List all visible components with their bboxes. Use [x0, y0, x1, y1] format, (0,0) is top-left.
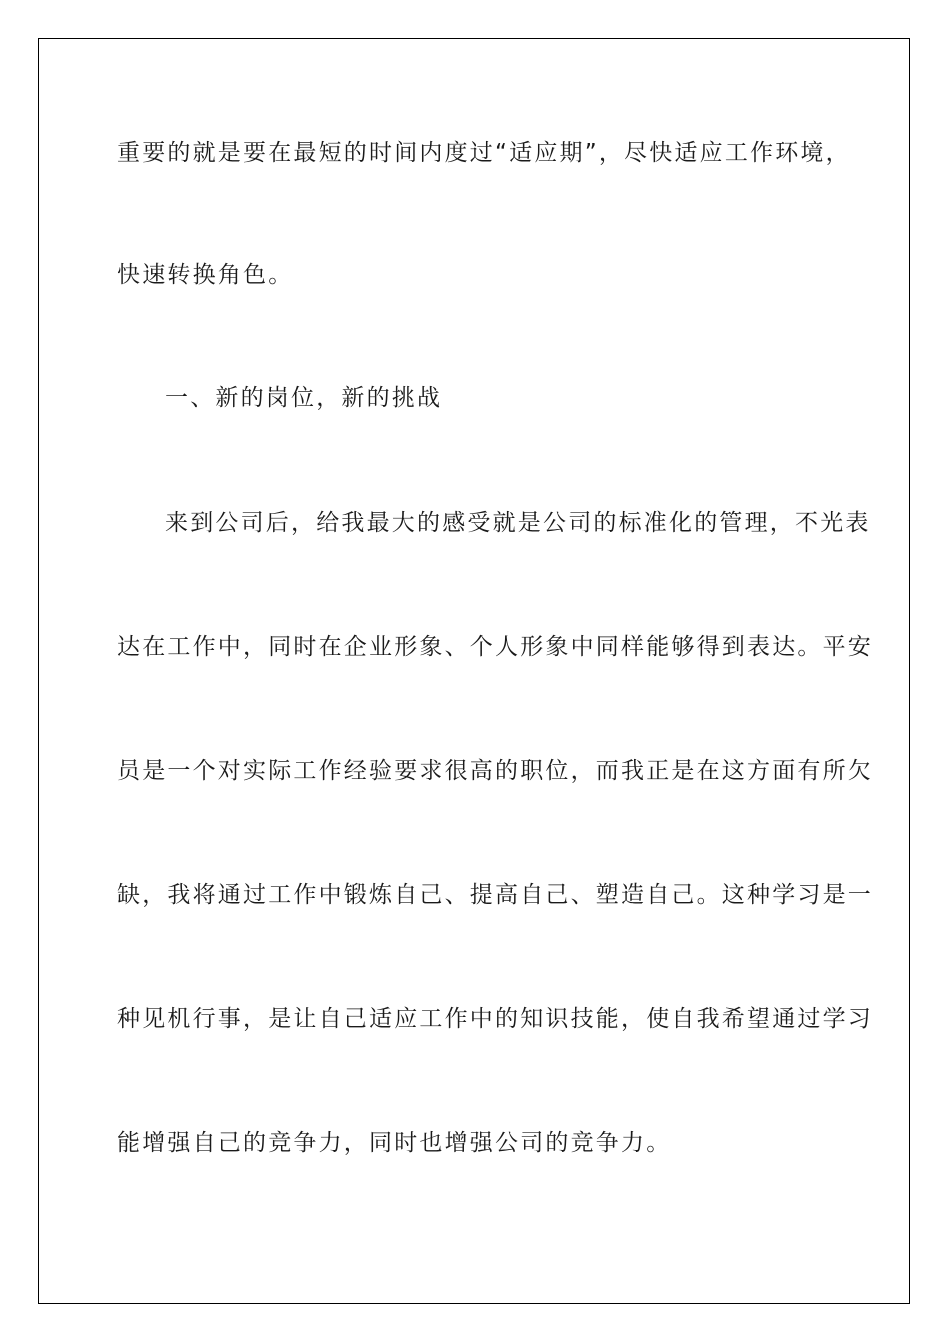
document-page: [38, 38, 910, 1304]
text-line-4: 达在工作中，同时在企业形象、个人形象中同样能够得到表达。平安: [117, 634, 873, 660]
text-line-5: 员是一个对实际工作经验要求很高的职位，而我正是在这方面有所欠: [117, 758, 873, 784]
text-line-7: 种见机行事，是让自己适应工作中的知识技能，使自我希望通过学习: [117, 1006, 873, 1032]
text-line-2: 快速转换角色。: [117, 262, 294, 288]
text-line-3: 来到公司后，给我最大的感受就是公司的标准化的管理，不光表: [165, 510, 871, 536]
text-line-1: 重要的就是要在最短的时间内度过“适应期”，尽快适应工作环境，: [117, 140, 851, 166]
section-heading: 一、新的岗位，新的挑战: [165, 385, 443, 411]
text-line-8: 能增强自己的竞争力，同时也增强公司的竞争力。: [117, 1130, 672, 1156]
text-line-6: 缺，我将通过工作中锻炼自己、提高自己、塑造自己。这种学习是一: [117, 882, 873, 908]
